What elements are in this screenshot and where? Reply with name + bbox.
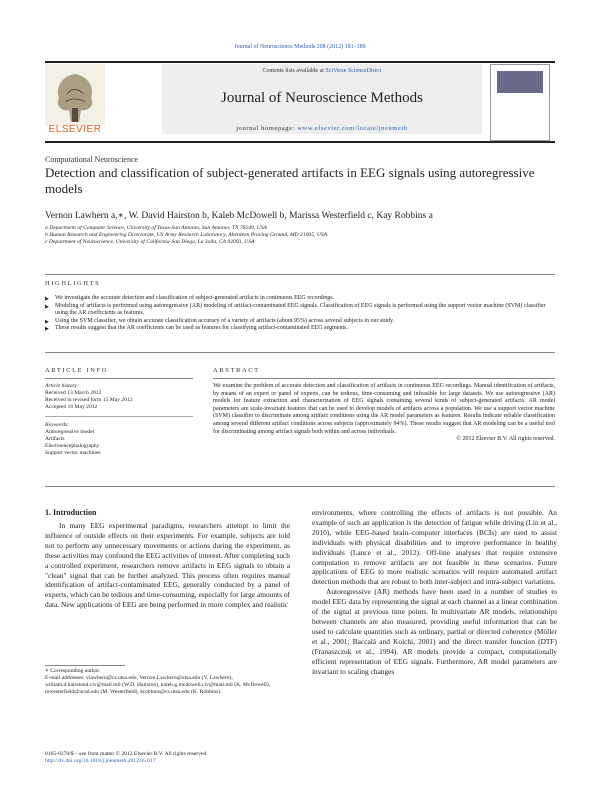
keywords-divider (45, 416, 193, 417)
article-info-heading: ARTICLE INFO (45, 367, 109, 374)
abstract-bottom-divider (45, 486, 555, 487)
keywords-label: Keywords: (45, 422, 70, 428)
article-section: Computational Neuroscience (45, 155, 139, 164)
intro-paragraph: In many EEG experimental paradigms, researchers attempt to limit the influence of outside effects on their experiments. For example, subjects are told not to perform any unnecessary movements or actions during the experiment, as these activities may confound the EEG activities of interest. After completing such a controlled experiment, researchers remove artifacts in EEG signals to obtain a "clean" signal that can be further analyzed. This process often requires manual identification of artifact-contaminated EEG, generally conducted by a panel of experts, which can be tedious and time-consuming, especially for large amounts of data. New applications of EEG are being performed in more complex and realistic (45, 521, 290, 610)
highlights-heading: HIGHLIGHTS (45, 280, 101, 287)
contents-prefix: Contents lists available at (262, 68, 326, 74)
footnotes (45, 668, 290, 696)
author-list: Vernon Lawhern a,∗, W. David Hairston b, Kaleb McDowell b, Marissa Westerfield c, Kay Robbins a (45, 211, 433, 221)
abstract-divider (213, 378, 555, 379)
sciencedirect-link[interactable]: SciVerse ScienceDirect (325, 68, 382, 74)
intro-right-column (312, 508, 557, 676)
intro-paragraph-ar: Autoregressive (AR) methods have been used in a number of studies to model EEG data by representing the signal at each channel as a linear combination of the signal at previous time points. In multivariate AR models, relationships between channels are also measured, providing useful information that can be used to calculate quantities such as ordinary, partial or directed coherence (Möller et al., 2001; Baccalá and Koichi, 2001) and the direct transfer function (DTF) (Franaszczuk et al., 1994). AR models provide a compact, computationally efficient representation of EEG signals. Furthermore, AR model parameters are invariant to scaling changes (312, 587, 557, 676)
publisher-name: ELSEVIER (48, 124, 102, 135)
cover-banner (497, 71, 543, 93)
highlight-item: ▶ Using the SVM classifier, we obtain accurate classification accuracy of a variety of artifacts (about 95%) across several subjects in our study. (45, 318, 555, 326)
corresponding-author-note: ∗ Corresponding author. (45, 668, 101, 674)
article-info-divider (45, 378, 193, 379)
copyright: © 2012 Elsevier B.V. All rights reserved. (456, 436, 555, 443)
history-revised: Received in revised form 15 May 2012 (45, 397, 133, 403)
intro-heading: 1. Introduction (45, 508, 97, 517)
doi-link[interactable]: http://dx.doi.org/10.1016/j.jneumeth.2012.05.017 (45, 758, 156, 764)
journal-homepage (162, 125, 482, 132)
keyword: Electroencephalography (45, 443, 100, 449)
homepage-link[interactable]: www.elsevier.com/locate/jneumeth (297, 125, 408, 132)
keyword: Artifacts (45, 436, 65, 442)
elsevier-tree-logo-icon (45, 64, 105, 126)
contents-line (162, 68, 482, 74)
history-accepted: Accepted 16 May 2012 (45, 404, 98, 410)
article-title: Detection and classification of subject-generated artifacts in EEG signals using autoregressive models (45, 165, 535, 196)
journal-reference[interactable]: Journal of Neuroscience Methods 208 (2012) 181–189 (234, 44, 366, 50)
highlights-divider-top (45, 274, 555, 275)
top-divider (45, 61, 555, 63)
article-info (45, 383, 193, 457)
footnote-rule (45, 665, 125, 666)
homepage-prefix: journal homepage: (236, 125, 298, 132)
affiliation-a: a Department of Computer Science, University of Texas-San Antonio, San Antonio, TX 78249, USA (45, 225, 267, 231)
affiliation-b: b Human Research and Engineering Directorate, US Army Research Laboratory, Aberdeen Proving Ground, MD 21005, USA (45, 232, 328, 238)
highlight-item: ▶ Modeling of artifacts is performed using autoregressive (AR) modeling of artifact-contaminated EEG signals. Classification of EEG signals is performed using the support vector machine (SVM) classifier using the AR coefficients as features. (45, 303, 555, 318)
issn-line: 0165-0270/$ – see front matter © 2012 Elsevier B.V. All rights reserved. (45, 751, 208, 757)
header-divider (45, 141, 555, 143)
abstract-text: We examine the problem of accurate detection and classification of artifacts in continuous EEG recordings. Manual identification of artifacts, by means of an expert or panel of experts, can be tedious, time-consuming and infeasible for large datasets. We use autoregressive (AR) models for feature extraction and characterization of EEG signals containing several kinds of subject-generated artifacts. AR model parameters are scale-invariant features that can be used to develop models of artifacts across a population. We use a support vector machine (SVM) classifier to discriminate among artifact conditions using the AR model parameters as features. Results indicate reliable classification among several different artifact conditions across subjects (approximately 94%). These results suggest that AR modeling can be a useful tool for discriminating among artifact signals both within and across individuals. (213, 383, 555, 435)
abstract (213, 383, 555, 444)
keyword: Support vector machines (45, 450, 101, 456)
highlights-divider-bottom (45, 352, 555, 353)
email-addresses: E-mail addresses: vlawhern@cs.utsa.edu, Vernon.Lawhern@utsa.edu (V. Lawhern), william.d.hairston4.civ@mail.mil (W.D. Hairston), kaleb.g.mcdowell.civ@mail.mil (K. McDowell), mwesterfield@ucsd.edu (M. Westerfield), krobbins@cs.utsa.edu (K. Robbins). (45, 675, 271, 695)
intro-paragraph-continued: environments, where controlling the effects of artifacts is not possible. An example of such an application is the detection of fatigue while driving (Lin et al., 2010), while EEG-based brain–computer interfaces (BCIs) are used to assist individuals with physical disabilities and to improve performance in healthy individuals (Lance et al., 2012). Off-line analyses that require extensive computation to remove artifacts are not feasible in these scenarios. Future applications of EEG to more realistic scenarios will require automated artifact detection methods that are robust to both inter-subject and intra-subject variations. (312, 508, 557, 587)
highlight-item: ▶ These results suggest that the AR coefficients can be used as features for classifying artifact-contaminated EEG segments. (45, 325, 555, 333)
highlight-item: ▶ We investigate the accurate detection and classification of subject-generated artifacts in continuous EEG recordings. (45, 295, 555, 303)
abstract-heading: ABSTRACT (213, 367, 260, 374)
journal-cover-thumbnail (490, 64, 550, 141)
issn-block (45, 751, 290, 765)
affiliation-c: c Department of Neuroscience, University of California-San Diego, La Jolla, CA 92093, USA (45, 239, 255, 245)
article-history-label: Article history: (45, 383, 80, 389)
highlights-list (45, 295, 555, 333)
journal-title: Journal of Neuroscience Methods (220, 90, 424, 106)
keyword: Autoregressive model (45, 429, 95, 435)
history-received: Received 13 March 2012 (45, 390, 102, 396)
intro-left-column (45, 508, 290, 610)
affiliations (45, 225, 555, 246)
